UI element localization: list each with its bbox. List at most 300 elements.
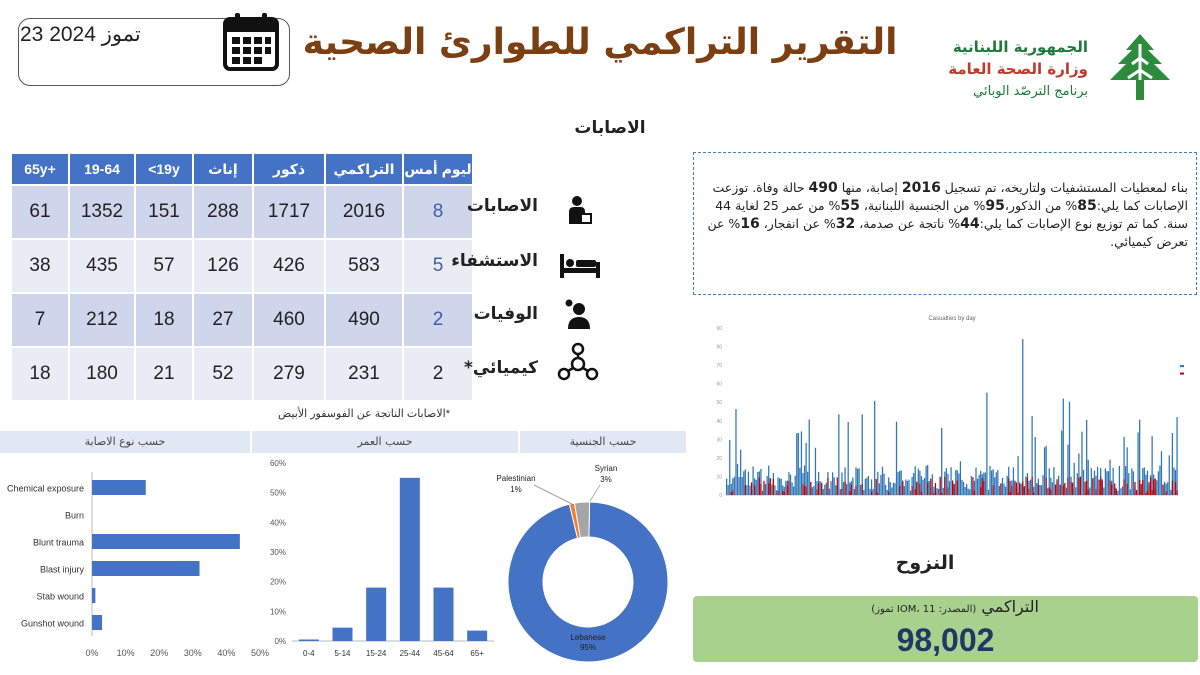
bar (1172, 481, 1173, 495)
bar (1084, 482, 1085, 495)
bar (1128, 473, 1129, 495)
bar (1159, 466, 1160, 495)
row-label-injuries: الاصابات (466, 196, 538, 216)
bar (918, 469, 919, 495)
table-cell: 61 (11, 185, 69, 239)
bar (966, 484, 967, 495)
bar (92, 480, 146, 495)
bar (1042, 475, 1043, 495)
bar (798, 433, 799, 495)
summary-number: 32 (835, 216, 856, 232)
bar (837, 477, 838, 495)
bar (885, 485, 886, 495)
bar (1097, 467, 1098, 495)
bar (1064, 483, 1065, 495)
bar (834, 477, 835, 495)
bar (827, 478, 828, 495)
bar (1080, 477, 1081, 495)
bar (943, 488, 944, 495)
bar (754, 486, 755, 495)
category-label: 25-44 (399, 649, 421, 658)
bar (1021, 484, 1022, 495)
bar (760, 484, 761, 495)
bar (1089, 487, 1090, 495)
bar (851, 484, 852, 495)
bar (734, 477, 735, 495)
bar (1102, 481, 1103, 495)
table-cell: 212 (69, 293, 135, 347)
casualties-by-day-chart (708, 310, 1192, 525)
tick-label: 10 (716, 474, 722, 481)
bar (742, 477, 743, 495)
bar (1161, 451, 1162, 495)
bar (1056, 479, 1057, 495)
bar (830, 481, 831, 495)
bar (1002, 478, 1003, 495)
bar (467, 631, 487, 641)
leader-line (590, 485, 600, 501)
col-header-yesterday: ليوم أمس (403, 153, 473, 185)
tick-label: 20% (150, 648, 169, 658)
bar (781, 479, 782, 495)
bar (902, 482, 903, 495)
bar (1069, 402, 1070, 495)
bar (1077, 473, 1078, 495)
bar (1031, 477, 1032, 495)
bar (1046, 478, 1047, 495)
table-cell: 2 (403, 347, 473, 401)
bar (1066, 488, 1067, 495)
bar (1137, 432, 1138, 495)
bar (763, 481, 764, 495)
summary-text: إصابة، منها (837, 180, 902, 195)
bar (896, 422, 897, 495)
table-cell: 1352 (69, 185, 135, 239)
bar (988, 490, 989, 495)
bar (732, 491, 733, 495)
row-label-hospitalization: الاستشفاء (451, 251, 538, 271)
category-label: 0-4 (303, 649, 315, 658)
bar (1078, 478, 1079, 495)
bar (894, 483, 895, 495)
bar (809, 419, 810, 495)
bar (971, 476, 972, 495)
bar (1113, 468, 1114, 495)
table-cell: 21 (135, 347, 193, 401)
bar (743, 471, 744, 495)
bar (974, 491, 975, 495)
bar (910, 491, 911, 495)
bar (1164, 482, 1165, 495)
bar (860, 485, 861, 495)
bar (1141, 484, 1142, 495)
table-cell: 5 (403, 239, 473, 293)
bar (791, 482, 792, 495)
summary-text: % ناتجة عن صدمة، (855, 216, 961, 231)
bar (818, 483, 819, 495)
category-label: Chemical exposure (6, 483, 84, 494)
bar (740, 450, 741, 495)
tick-label: 20% (269, 577, 286, 587)
col-header-cumulative: التراكمي (325, 153, 403, 185)
bar (1148, 482, 1149, 495)
bar (907, 481, 908, 495)
bar (848, 422, 849, 495)
bar (897, 472, 898, 495)
bar (1173, 468, 1174, 495)
summary-text: % من الذكور، (1004, 198, 1078, 213)
displacement-label (693, 597, 1039, 616)
bar (901, 470, 902, 495)
bar (1086, 481, 1087, 495)
bar (863, 490, 864, 495)
bar (1074, 463, 1075, 495)
bar (821, 484, 822, 495)
bar (899, 486, 900, 495)
bar (840, 489, 841, 495)
injuries-table (10, 152, 474, 402)
bar (1153, 480, 1154, 495)
table-cell: 435 (69, 239, 135, 293)
slice-pct: 3% (600, 475, 612, 484)
table-cell: 27 (193, 293, 253, 347)
bar (773, 479, 774, 495)
summary-number: 85 (1077, 198, 1097, 214)
bar (946, 468, 947, 495)
category-label: Burn (64, 510, 84, 521)
bar (1152, 490, 1153, 495)
bar (1169, 455, 1170, 495)
bar (1033, 493, 1034, 495)
bar (1133, 471, 1134, 495)
displacement-title: النزوح (895, 552, 955, 574)
bar (1070, 482, 1071, 495)
bar (1025, 477, 1026, 495)
summary-text: % عن تعرض كيميائي. (707, 216, 1188, 249)
category-label: Gunshot wound (20, 618, 84, 629)
table-cell: 18 (135, 293, 193, 347)
bar (790, 475, 791, 495)
bar (751, 482, 752, 495)
table-cell: 583 (325, 239, 403, 293)
category-label: Blast injury (39, 564, 84, 575)
bar (1175, 482, 1176, 495)
panel-header-age: حسب العمر (252, 431, 518, 453)
bar (975, 468, 976, 495)
table-row (11, 185, 473, 239)
bar (893, 483, 894, 495)
table-cell: 279 (253, 347, 325, 401)
bar (729, 440, 730, 495)
bar (1000, 484, 1001, 495)
bar (1120, 488, 1121, 495)
bar (1130, 489, 1131, 495)
chart-title: Casualties by day (928, 316, 976, 322)
bar (841, 489, 842, 495)
bar (936, 488, 937, 495)
slice-pct: 95% (579, 643, 597, 652)
category-label: 15-24 (365, 649, 387, 658)
bar (1139, 480, 1140, 495)
table-cell: 57 (135, 239, 193, 293)
bar (799, 468, 800, 495)
bar (887, 490, 888, 495)
tick-label: 40% (269, 518, 286, 528)
category-label: Stab wound (36, 591, 84, 602)
bar (823, 489, 824, 495)
bar (927, 483, 928, 495)
legend-swatch (1180, 365, 1184, 367)
bar (1088, 490, 1089, 495)
cedar-logo-icon (1100, 30, 1180, 106)
bar (843, 482, 844, 495)
bar (997, 470, 998, 495)
summary-text: % عن انفجار، (759, 216, 836, 231)
bar (92, 588, 95, 603)
bar (996, 472, 997, 495)
bar (1041, 485, 1042, 495)
bar (904, 486, 905, 495)
bar (926, 466, 927, 495)
bar (1117, 491, 1118, 495)
calendar-icon (222, 10, 280, 72)
summary-text: % من عمر 25 لغاية 44 سنة. كما تم توزيع نوع الإصابات كما يلي: (715, 198, 1188, 231)
bar (1008, 479, 1009, 495)
tick-label: 70 (716, 363, 722, 370)
bar (835, 485, 836, 495)
bar (868, 476, 869, 495)
bar (1116, 488, 1117, 495)
summary-number: 2016 (901, 180, 941, 196)
bar (824, 485, 825, 495)
bar (880, 475, 881, 495)
bar (1075, 487, 1076, 495)
bar (1013, 467, 1014, 495)
legend-swatch (1180, 373, 1184, 375)
table-cell: 490 (325, 293, 403, 347)
bar (1155, 479, 1156, 495)
bar (989, 466, 990, 495)
bar (1052, 482, 1053, 495)
bar (1145, 475, 1146, 495)
bar (968, 489, 969, 495)
bar (857, 469, 858, 495)
bar (1127, 484, 1128, 495)
slice-label: Palestinian (496, 474, 536, 483)
summary-number: 16 (740, 216, 760, 232)
bar (871, 491, 872, 495)
bar (1095, 489, 1096, 495)
bar (771, 484, 772, 495)
bar (1063, 485, 1064, 495)
nationality-chart (490, 455, 690, 670)
table-cell: 460 (253, 293, 325, 347)
injured-person-icon (563, 194, 595, 226)
bar (726, 479, 727, 495)
bar (366, 588, 386, 641)
bar (947, 487, 948, 495)
bar (826, 483, 827, 495)
category-label: 45-64 (433, 649, 454, 658)
bar (785, 481, 786, 495)
bar (874, 401, 875, 495)
summary-text: حالة وفاة. توزعت الإصابات كما يلي: (712, 180, 1188, 213)
bar (746, 485, 747, 495)
col-header-male: ذكور (253, 153, 325, 185)
bar (735, 409, 736, 495)
bar (1024, 486, 1025, 495)
bar (941, 428, 942, 495)
bar (862, 484, 863, 495)
bar (844, 481, 845, 495)
bar (921, 492, 922, 495)
bar (876, 479, 877, 495)
bar (813, 486, 814, 495)
bar (1022, 339, 1023, 495)
bar (1055, 485, 1056, 495)
table-footnote: *الاصابات الناتجة عن الفوسفور الأبيض (278, 408, 450, 420)
tick-label: 0 (719, 493, 722, 499)
row-label-chemical: كيميائي* (463, 358, 538, 378)
bar (832, 472, 833, 495)
bar (1039, 485, 1040, 495)
bar (961, 480, 962, 495)
bar (1136, 490, 1137, 495)
displacement-source: (المصدر: IOM، 11 تموز) (871, 604, 977, 615)
col-header-female: إناث (193, 153, 253, 185)
bar (952, 480, 953, 495)
bar (796, 433, 797, 495)
tick-label: 20 (716, 455, 722, 462)
bar (784, 492, 785, 495)
col-header-under19: <19y (135, 153, 193, 185)
bar (299, 640, 319, 641)
bar (759, 478, 760, 495)
bar (888, 492, 889, 495)
tick-label: 40 (716, 418, 722, 425)
bar (92, 615, 102, 630)
bar (1083, 470, 1084, 495)
bar (913, 473, 914, 495)
col-header-65plus: 65y+ (11, 153, 69, 185)
bar (829, 489, 830, 495)
tick-label: 80 (716, 344, 722, 351)
table-cell: 426 (253, 239, 325, 293)
bar (1061, 431, 1062, 495)
bar (1144, 467, 1145, 495)
bar (1100, 477, 1101, 495)
bar (972, 477, 973, 495)
bar (1016, 483, 1017, 495)
bar (757, 472, 758, 495)
bar (1142, 480, 1143, 495)
bar (873, 489, 874, 495)
tick-label: 10% (116, 648, 135, 658)
bar (852, 478, 853, 495)
bar (949, 481, 950, 495)
bar (1058, 476, 1059, 495)
table-cell: 38 (11, 239, 69, 293)
row-label-deaths: الوفيات (473, 304, 538, 324)
bar (1108, 471, 1109, 495)
bar (858, 468, 859, 495)
bar (333, 628, 353, 641)
summary-text: % من الجنسية اللبنانية، (859, 198, 986, 213)
bar (1145, 493, 1146, 495)
bar (932, 474, 933, 495)
bar (877, 472, 878, 495)
category-label: 65+ (470, 649, 484, 658)
bar (782, 491, 783, 495)
category-label: 5-14 (334, 649, 351, 658)
tick-label: 50% (250, 648, 270, 658)
bar (770, 478, 771, 495)
bar (1123, 479, 1124, 495)
bar (915, 489, 916, 495)
injury-type-chart (0, 460, 272, 670)
bar (963, 482, 964, 495)
bar (1072, 483, 1073, 495)
bar (434, 588, 454, 641)
bar (1019, 484, 1020, 495)
bar (748, 472, 749, 495)
report-title: التقرير التراكمي للطوارئ الصحية (302, 22, 898, 63)
bar (922, 480, 923, 495)
bar (977, 479, 978, 495)
bar (846, 484, 847, 495)
slice-label: Lebanese (570, 633, 606, 642)
bar (940, 477, 941, 495)
summary-number: 95 (985, 198, 1005, 214)
tick-label: 10% (269, 607, 286, 617)
bar (950, 467, 951, 495)
bar (749, 485, 750, 495)
table-row (11, 239, 473, 293)
bar (938, 489, 939, 495)
bar (728, 485, 729, 495)
col-header-19-64: 19-64 (69, 153, 135, 185)
bar (1005, 487, 1006, 495)
bar (1035, 437, 1036, 495)
bar (935, 483, 936, 495)
table-cell: 2016 (325, 185, 403, 239)
tick-label: 0% (274, 637, 286, 646)
slice-pct: 1% (510, 485, 522, 494)
bar (795, 476, 796, 495)
bar (958, 473, 959, 495)
hospital-bed-icon (558, 252, 602, 280)
org-ministry: وزارة الصحة العامة (948, 60, 1088, 78)
bar (908, 480, 909, 495)
report-date: 23 تموز 2024 (20, 23, 141, 46)
bar (1134, 482, 1135, 495)
bar (1176, 417, 1177, 495)
bar (1114, 483, 1115, 495)
bar (820, 481, 821, 495)
leader-line (534, 485, 574, 505)
bar (779, 478, 780, 495)
bar (1049, 487, 1050, 495)
bar (1007, 476, 1008, 495)
bar (1060, 485, 1061, 495)
bar (1010, 492, 1011, 495)
bar (980, 487, 981, 495)
slice-label: Syrian (594, 464, 618, 473)
bar (1158, 471, 1159, 495)
bar (1119, 466, 1120, 495)
table-cell: 288 (193, 185, 253, 239)
bar (731, 492, 732, 495)
